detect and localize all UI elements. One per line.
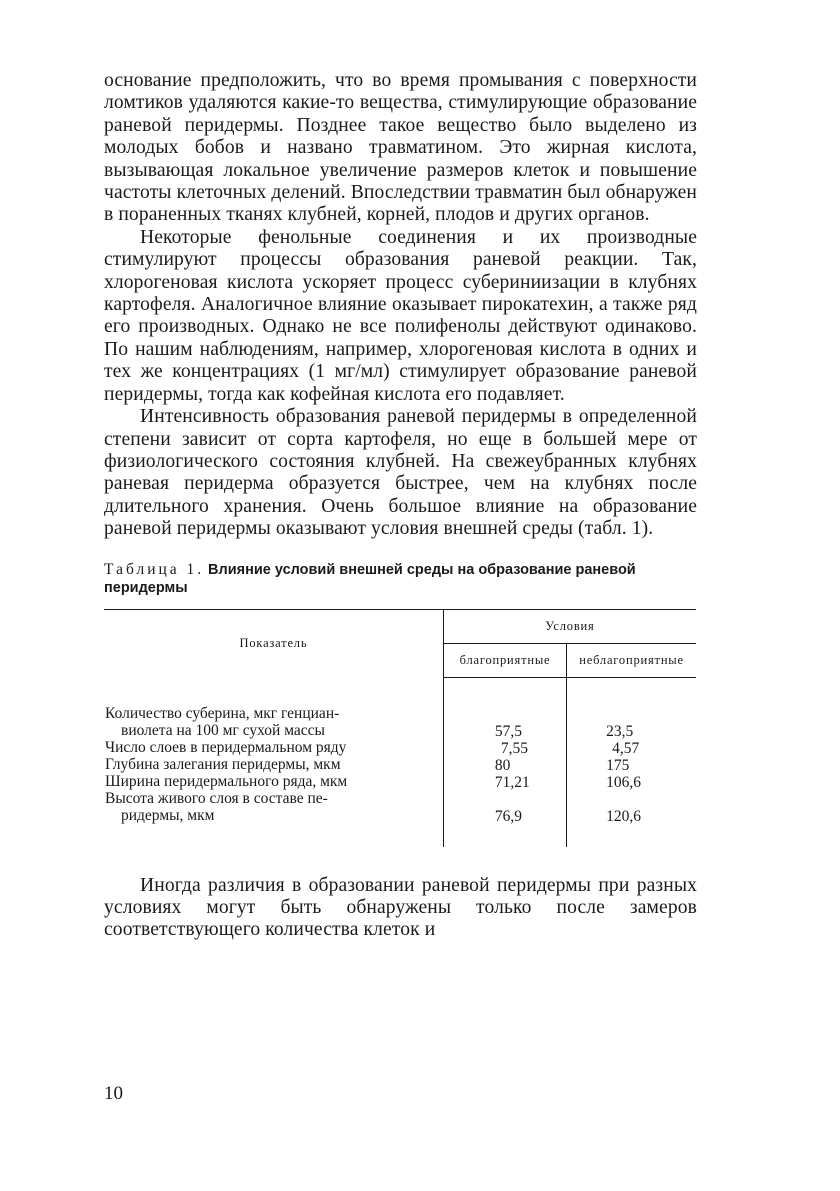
table-cell-unfavorable: 120,6 bbox=[606, 807, 641, 825]
header-favorable: благоприятные bbox=[443, 643, 566, 677]
table-row-label: Количество суберина, мкг генциан- виолета на 100 мг сухой массы bbox=[105, 705, 340, 740]
paragraph-1: основание предположить, что во время промывания с поверхности ломтиков удаляются какие-то вещества, стимулирующие образование раневой перидермы. Позднее такое вещество было выделено из молодых бобов и названо травматином. Это жирная кислота, вызывающая локальное увеличение размеров клеток и повышение частоты клеточных делений. Впоследствии травматин был обнаружен в пораненных тканях клубней, корней, плодов и других органов. bbox=[104, 70, 697, 226]
table-cell-unfavorable: 106,6 bbox=[606, 773, 641, 791]
unfavorable-column bbox=[567, 677, 696, 847]
table-cell-favorable: 80 bbox=[494, 756, 511, 774]
table-caption-title: Влияние условий внешней среды на образование раневой перидермы bbox=[104, 561, 636, 596]
paragraph-2: Некоторые фенольные соединения и их производные стимулируют процессы образования раневой реакции. Так, хлорогеновая кислота ускоряет процесс субериниизации в клубнях картофеля. Аналогичное влияние оказывает пирокатехин, а также ряд его производных. Однако не все полифенолы действуют одинаково. По нашим наблюдениям, например, хлорогеновая кислота в одних и тех же концентрациях (1 мг/мл) стимулирует образование раневой перидермы, тогда как кофейная кислота его подавляет. bbox=[104, 226, 697, 405]
table-row-label: Глубина залегания перидермы, мкм bbox=[105, 756, 341, 774]
table-cell-unfavorable: 175 bbox=[606, 756, 630, 774]
table-cell-favorable: 57,5 bbox=[494, 722, 522, 740]
paragraph-after-table: Иногда различия в образовании раневой перидермы при разных условиях могут быть обнаружены только после замеров соответствующего количества клеток и bbox=[104, 874, 697, 941]
data-table bbox=[104, 609, 696, 847]
paragraph-3: Интенсивность образования раневой перидермы в определенной степени зависит от сорта картофеля, но еще в большей мере от физиологического состояния клубней. На свежеубранных клубнях раневая перидерма образуется быстрее, чем на клубнях после длительного хранения. Очень большое влияние на образование раневой перидермы оказывают условия внешней среды (табл. 1). bbox=[104, 406, 697, 540]
table-cell-favorable: 71,21 bbox=[494, 773, 530, 791]
table-caption bbox=[104, 561, 697, 597]
table-cell-unfavorable: 4,57 bbox=[612, 739, 640, 757]
table-caption-lead: Таблица 1. bbox=[104, 560, 205, 578]
indicator-column bbox=[104, 677, 443, 847]
table-cell-favorable: 76,9 bbox=[494, 807, 522, 825]
header-indicator: Показатель bbox=[104, 609, 443, 677]
header-unfavorable: неблагоприятные bbox=[567, 643, 696, 677]
header-conditions: Условия bbox=[443, 609, 696, 643]
table-row-label: Ширина перидермального ряда, мкм bbox=[105, 773, 348, 791]
page-content bbox=[104, 70, 697, 942]
table-cell-favorable: 7,55 bbox=[500, 739, 528, 757]
table-cell-unfavorable: 23,5 bbox=[606, 722, 634, 740]
table-row-label: Число слоев в перидермальном ряду bbox=[105, 739, 347, 757]
page-number: 10 bbox=[104, 1083, 123, 1104]
favorable-column bbox=[443, 677, 566, 847]
table-row-label: Высота живого слоя в составе пе- ридермы, мкм bbox=[105, 790, 328, 825]
